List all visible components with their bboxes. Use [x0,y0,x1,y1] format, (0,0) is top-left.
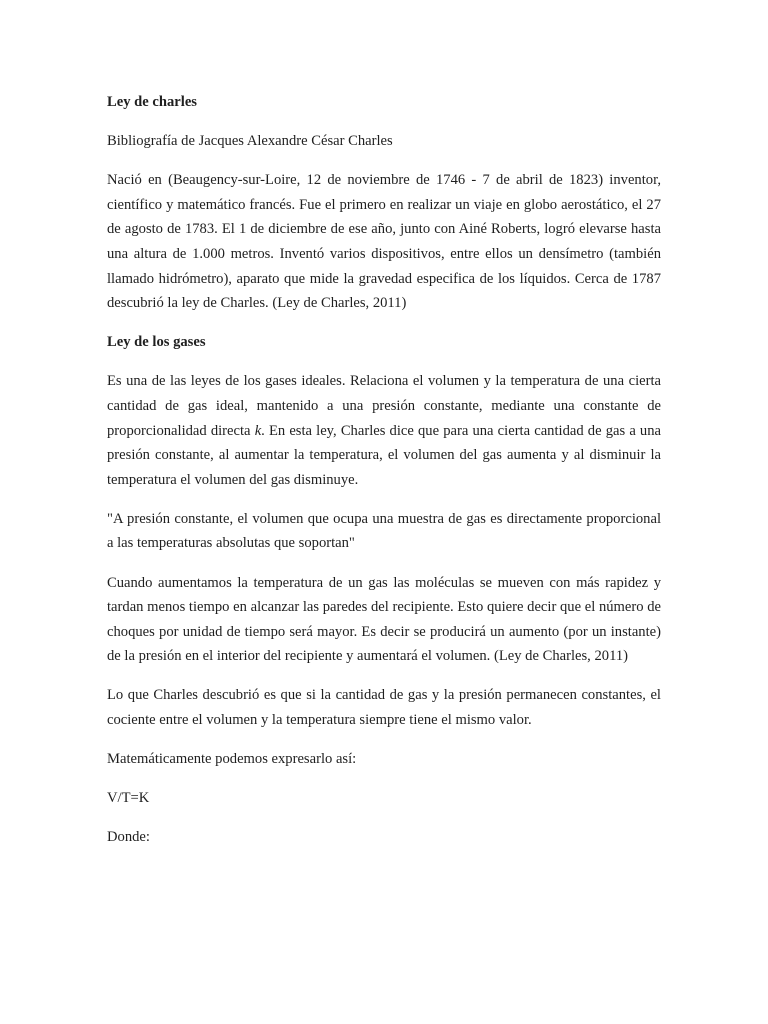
gas-law-paragraph [107,369,661,492]
formula: V/T=K [107,790,150,807]
gas-law-heading: Ley de los gases [107,334,206,351]
discovery-paragraph: Lo que Charles descubrió es que si la cantidad de gas y la presión permanecen constantes, el cociente entre el volumen y la temperatura siempre tiene el mismo valor. [107,687,661,728]
quote-paragraph: "A presión constante, el volumen que ocupa una muestra de gas es directamente proporcional a las temperaturas absolutas que soportan" [107,510,661,552]
biography-paragraph: Nació en (Beaugency-sur-Loire, 12 de noviembre de 1746 - 7 de abril de 1823) inventor, científico y matemático francés. Fue el primero en realizar un viaje en globo aerostático, el 27 de agosto de 1783. El 1 de diciembre de ese año, junto con Ainé Roberts, logró elevarse hasta una altura de 1.000 metros. Inventó varios dispositivos, entre ellos un densímetro (también llamado hidrómetro), aparato que mide la gravedad especifica de los líquidos. Cerca de 1787 descubrió la ley de Charles. (Ley de Charles, 2011) [107,172,661,312]
biography-heading: Bibliografía de Jacques Alexandre César Charles [107,133,393,150]
gas-law-text-before-k: Es una de las leyes de los gases ideales. Relaciona el volumen y la temperatura de una cierta cantidad de gas ideal, mantenido a una presión constante, mediante una constante de proporcionalidad directa [107,373,661,439]
gas-law-text-after-k: . En esta ley, Charles dice que para una cierta cantidad de gas a una presión constante, al aumentar la temperatura, el volumen del gas aumenta y al disminuir la temperatura el volumen del gas disminuye. [107,422,662,488]
molecules-paragraph: Cuando aumentamos la temperatura de un gas las moléculas se mueven con más rapidez y tardan menos tiempo en alcanzar las paredes del recipiente. Esto quiere decir que el número de choques por unidad de tiempo será mayor. Es decir se producirá un aumento (por un instante) de la presión en el interior del recipiente y aumentará el volumen. (Ley de Charles, 2011) [107,574,661,665]
math-intro: Matemáticamente podemos expresarlo así: [107,751,357,768]
document-title: Ley de charles [107,94,197,110]
document-body [107,90,661,864]
where-label: Donde: [107,829,150,846]
constant-k-symbol: k [254,422,262,439]
